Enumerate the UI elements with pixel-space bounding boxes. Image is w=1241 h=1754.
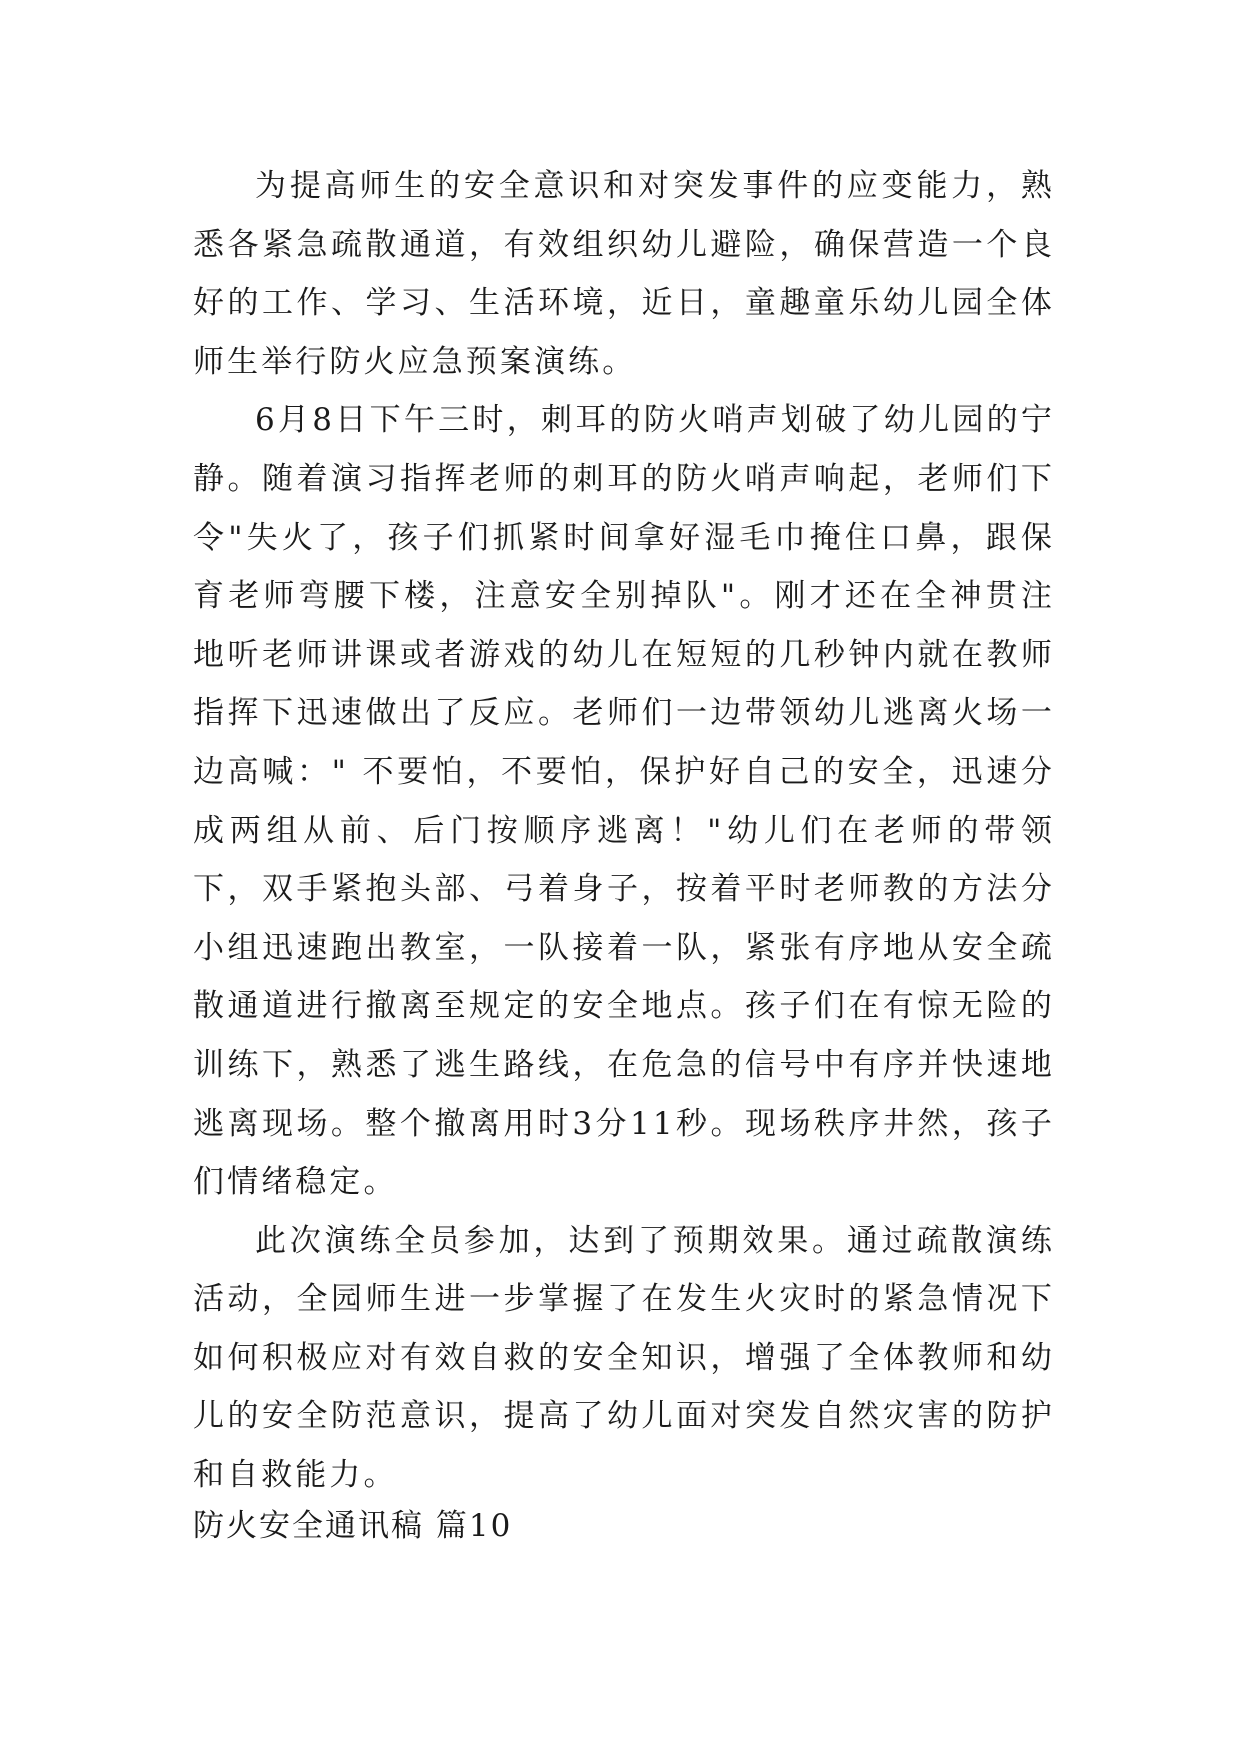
- paragraph-drill-description: 6月8日下午三时，刺耳的防火哨声划破了幼儿园的宁静。随着演习指挥老师的刺耳的防火哨声响起，老师们下令"失火了，孩子们抓紧时间拿好湿毛巾掩住口鼻，跟保育老师弯腰下楼，注意安全别掉队"。刚才还在全神贯注地听老师讲课或者游戏的幼儿在短短的几秒钟内就在教师指挥下迅速做出了反应。老师们一边带领幼儿逃离火场一边高喊：" 不要怕，不要怕，保护好自己的安全，迅速分成两组从前、后门按顺序逃离！"幼儿们在老师的带领下，双手紧抱头部、弓着身子，按着平时老师教的方法分小组迅速跑出教室，一队接着一队，紧张有序地从安全疏散通道进行撤离至规定的安全地点。孩子们在有惊无险的训练下，熟悉了逃生路线，在危急的信号中有序并快速地逃离现场。整个撤离用时3分11秒。现场秩序井然，孩子们情绪稳定。: [193, 402, 1055, 1201]
- paragraph-intro: 为提高师生的安全意识和对突发事件的应变能力，熟悉各紧急疏散通道，有效组织幼儿避险，确保营造一个良好的工作、学习、生活环境，近日，童趣童乐幼儿园全体师生举行防火应急预案演练。: [193, 168, 1055, 380]
- paragraph-conclusion: 此次演练全员参加，达到了预期效果。通过疏散演练活动，全园师生进一步掌握了在发生火灾时的紧急情况下如何积极应对有效自救的安全知识，增强了全体教师和幼儿的安全防范意识，提高了幼儿面对突发自然灾害的防护和自救能力。: [193, 1222, 1055, 1494]
- section-heading: 防火安全通讯稿 篇10: [193, 1508, 513, 1544]
- article-body: [193, 157, 1055, 1505]
